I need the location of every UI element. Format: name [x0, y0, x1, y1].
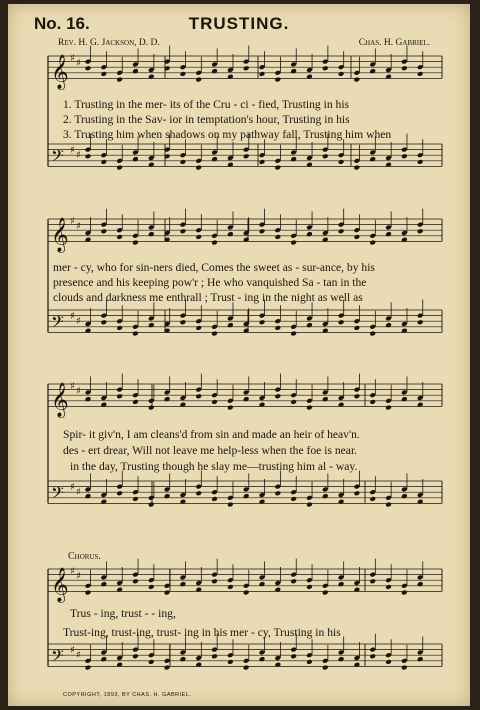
note-head [385, 231, 392, 237]
note-head [417, 499, 424, 505]
note-head [164, 665, 171, 671]
note-head [306, 584, 313, 590]
sharp-icon: ♯ [76, 221, 81, 232]
note-head [322, 328, 329, 334]
note-head [148, 231, 155, 237]
note-head [180, 581, 187, 587]
note-head [354, 490, 361, 496]
note-head [243, 590, 250, 596]
note-head [116, 587, 123, 593]
note-head [354, 234, 361, 240]
note-head [401, 396, 408, 402]
note-head [369, 653, 376, 659]
note-head [274, 77, 281, 83]
note-head [306, 74, 313, 80]
note-head [243, 65, 250, 71]
note-head [338, 499, 345, 505]
note-head [132, 578, 139, 584]
note-head [243, 328, 250, 334]
sharp-icon: ♯ [70, 482, 75, 493]
note-head [385, 584, 392, 590]
note-head [306, 322, 313, 328]
note-head [322, 65, 329, 71]
note-head [100, 499, 107, 505]
sharp-icon: ♯ [70, 216, 75, 227]
note-head [417, 402, 424, 408]
note-head [401, 665, 408, 671]
sharp-icon: ♯ [76, 316, 81, 327]
sharp-icon: ♯ [70, 566, 75, 577]
note-head [385, 74, 392, 80]
note-head [195, 587, 202, 593]
sharp-icon: ♯ [70, 145, 75, 156]
note-head [148, 162, 155, 168]
note-head [180, 319, 187, 325]
note-head [322, 590, 329, 596]
chorus-label: Chorus. [68, 551, 101, 562]
note-head [211, 240, 218, 246]
hymn-title: TRUSTING. [188, 14, 290, 33]
note-head [354, 587, 361, 593]
note-head [274, 325, 281, 331]
note-head [116, 393, 123, 399]
note-head [100, 71, 107, 77]
note-head [85, 665, 92, 671]
note-head [243, 237, 250, 243]
note-head [274, 490, 281, 496]
note-head [401, 590, 408, 596]
lyricist-credit: Rev. H. G. Jackson, D. D. [58, 38, 160, 48]
note-head [274, 587, 281, 593]
note-head [369, 578, 376, 584]
note-head [211, 496, 218, 502]
note-head [227, 231, 234, 237]
note-head [322, 237, 329, 243]
note-head [401, 153, 408, 159]
sharp-icon: ♯ [70, 311, 75, 322]
note-head [132, 496, 139, 502]
copyright-notice: COPYRIGHT, 1893, BY CHAS. H. GABRIEL. [63, 692, 192, 698]
note-head [100, 656, 107, 662]
sharp-icon: ♯ [76, 571, 81, 582]
note-head [369, 331, 376, 337]
note-head [338, 402, 345, 408]
bass-clef-icon: 𝄢 [51, 145, 64, 170]
note-head [85, 396, 92, 402]
note-head [322, 153, 329, 159]
note-head [132, 331, 139, 337]
note-head [338, 159, 345, 165]
note-head [100, 159, 107, 165]
note-head [116, 77, 123, 83]
note-head [385, 405, 392, 411]
note-head [385, 322, 392, 328]
note-head [306, 659, 313, 665]
note-head [243, 153, 250, 159]
note-head [385, 502, 392, 508]
note-head [274, 234, 281, 240]
note-head [306, 405, 313, 411]
note-head [132, 653, 139, 659]
note-head [401, 328, 408, 334]
note-head [132, 68, 139, 74]
note-head [322, 493, 329, 499]
note-head [259, 402, 266, 408]
note-head [369, 399, 376, 405]
bass-clef-icon: 𝄢 [51, 482, 64, 507]
note-head [180, 656, 187, 662]
note-head [116, 325, 123, 331]
note-head [417, 581, 424, 587]
note-head [306, 231, 313, 237]
note-head [290, 578, 297, 584]
note-head [274, 165, 281, 171]
note-head [148, 405, 155, 411]
note-head [164, 396, 171, 402]
note-head [385, 659, 392, 665]
sharp-icon: ♯ [76, 58, 81, 69]
sharp-icon: ♯ [76, 487, 81, 498]
hymn-page: No. 16. TRUSTING. Rev. H. G. Jackson, D. D. Chas. H. Gabriel. 𝄞 ♯ ♯ 𝄢 ♯ ♯ 𝄞 ♯ ♯ 𝄢 ♯ ♯ 𝄞 ♯ ♯ 𝄢 ♯ ♯ 𝄞 ♯ ♯ 𝄢 ♯ ♯ 1. Trusting in the mer- its of the Cru - ci - fied, Trusting in his 2. Trusting in the Sav- ior in temptation's hour, Trusting in his 3. Trusting him when shadows on my pathway fall, Trusting him when mer - cy, who for sin-ners died, Comes the sweet as - sur-ance, by his presence and his keeping pow'r ; He who vanquished Sa - tan in the clouds and darkness me enthrall ; Trust - ing in the night as well as Spir- it giv'n, I am cleans'd from sin and made an heir of heav'n. des - ert drear, Will not leave me help-less when the foe is near. in the day, Trusting though he slay me—trusting him al - way. Chorus. Trus - ing, trust - - ing, Trust-ing, trust-ing, trust- ing in his mer - cy, Trusting in his COPYRIGHT, 1893, BY CHAS. H. GABRIEL. [8, 4, 470, 706]
note-head [259, 228, 266, 234]
hymn-number: No. 16. [34, 14, 90, 33]
note-head [401, 493, 408, 499]
note-head [148, 584, 155, 590]
note-head [132, 399, 139, 405]
note-head [338, 319, 345, 325]
sharp-icon: ♯ [76, 150, 81, 161]
note-head [211, 578, 218, 584]
note-head [148, 502, 155, 508]
note-head [259, 656, 266, 662]
treble-clef-icon: 𝄞 [51, 567, 69, 603]
note-head [385, 162, 392, 168]
note-head [306, 162, 313, 168]
note-head [195, 165, 202, 171]
note-head [180, 159, 187, 165]
note-head [180, 228, 187, 234]
note-head [322, 396, 329, 402]
note-head [354, 77, 361, 83]
note-head [164, 590, 171, 596]
note-head [290, 331, 297, 337]
note-head [148, 74, 155, 80]
note-head [85, 65, 92, 71]
note-head [243, 665, 250, 671]
note-head [401, 65, 408, 71]
note-head [354, 165, 361, 171]
note-head [417, 319, 424, 325]
note-head [354, 662, 361, 668]
note-head [227, 162, 234, 168]
note-head [85, 328, 92, 334]
note-head [211, 399, 218, 405]
note-head [274, 662, 281, 668]
bass-clef-icon: 𝄢 [51, 645, 64, 670]
note-head [100, 228, 107, 234]
note-head [259, 581, 266, 587]
note-head [290, 240, 297, 246]
note-head [290, 68, 297, 74]
note-head [180, 71, 187, 77]
note-head [195, 393, 202, 399]
treble-clef-icon: 𝄞 [51, 217, 69, 253]
note-head [369, 496, 376, 502]
note-head [338, 656, 345, 662]
note-head [164, 493, 171, 499]
note-head [211, 68, 218, 74]
note-head [116, 234, 123, 240]
note-head [195, 325, 202, 331]
note-head [259, 159, 266, 165]
note-head [100, 581, 107, 587]
note-head [369, 68, 376, 74]
note-head [85, 590, 92, 596]
note-head [401, 237, 408, 243]
note-head [211, 156, 218, 162]
note-head [417, 159, 424, 165]
note-head [259, 499, 266, 505]
note-head [227, 322, 234, 328]
note-head [417, 656, 424, 662]
sharp-icon: ♯ [76, 386, 81, 397]
composer-credit: Chas. H. Gabriel. [358, 38, 430, 48]
sharp-icon: ♯ [70, 381, 75, 392]
treble-clef-icon: 𝄞 [51, 382, 69, 418]
note-head [338, 581, 345, 587]
sharp-icon: ♯ [76, 650, 81, 661]
note-head [274, 393, 281, 399]
note-head [417, 71, 424, 77]
note-head [180, 402, 187, 408]
note-head [290, 156, 297, 162]
note-head [227, 659, 234, 665]
sharp-icon: ♯ [70, 53, 75, 64]
note-head [195, 77, 202, 83]
note-head [338, 228, 345, 234]
treble-clef-icon: 𝄞 [51, 54, 69, 90]
note-head [369, 156, 376, 162]
note-head [148, 659, 155, 665]
note-head [85, 493, 92, 499]
note-head [227, 74, 234, 80]
note-head [195, 234, 202, 240]
note-head [132, 240, 139, 246]
note-head [227, 502, 234, 508]
note-head [290, 653, 297, 659]
note-head [417, 228, 424, 234]
note-head [132, 156, 139, 162]
note-head [100, 319, 107, 325]
note-head [195, 490, 202, 496]
note-head [322, 665, 329, 671]
note-head [116, 165, 123, 171]
note-head [243, 396, 250, 402]
note-head [85, 153, 92, 159]
note-head [116, 662, 123, 668]
note-head [116, 490, 123, 496]
note-head [259, 71, 266, 77]
note-head [85, 237, 92, 243]
note-head [148, 322, 155, 328]
note-head [259, 319, 266, 325]
note-head [354, 325, 361, 331]
note-head [227, 405, 234, 411]
bass-clef-icon: 𝄢 [51, 311, 64, 336]
sharp-icon: ♯ [70, 645, 75, 656]
note-head [211, 331, 218, 337]
note-head [211, 653, 218, 659]
note-head [243, 493, 250, 499]
note-head [195, 662, 202, 668]
note-head [227, 584, 234, 590]
note-head [290, 399, 297, 405]
note-head [338, 71, 345, 77]
note-head [180, 499, 187, 505]
note-head [290, 496, 297, 502]
note-head [306, 502, 313, 508]
note-head [100, 402, 107, 408]
note-head [369, 240, 376, 246]
note-head [354, 393, 361, 399]
